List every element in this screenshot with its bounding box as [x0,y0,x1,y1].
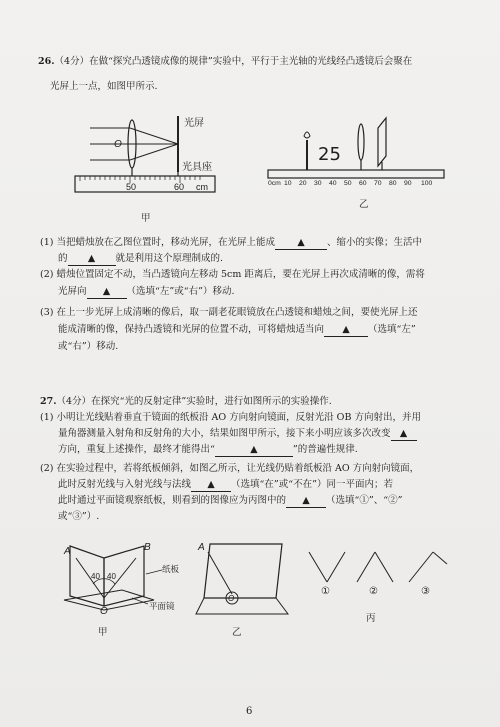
point-O-label: O [100,606,108,617]
point-B-label: B [144,542,151,553]
q27-item1-text-a: 量角器测量入射角和反射角的大小，结果如图甲所示，接下来小明应该多次改变 [58,428,391,439]
screen-label: 光屏 [184,118,204,129]
q26-item1-text-b: 、缩小的实像；生活中 [326,237,422,248]
q26-item2-line1: (2) 蜡烛位置固定不动，当凸透镜向左移动 5cm 距离后，要在光屏上再次成清晰的像，需将 [40,269,425,280]
q26-fig-jia-caption: 甲 [141,213,151,224]
scale-10: 10 [284,180,292,187]
q26-number: 26. [38,56,55,67]
q27-item2-line2 [58,478,393,492]
q26-item3-blank[interactable]: ▲ [324,323,368,337]
scale-60: 60 [359,180,367,187]
scale-0: 0cm [268,180,281,187]
q27-item2-text-c: 此时通过平面镜观察纸板，则看到的图像应为丙图中的 [58,495,287,506]
q26-item2-blank[interactable]: ▲ [87,285,127,299]
scale-70: 70 [374,180,382,187]
q26-item3-line2 [58,323,416,337]
scale-20: 20 [299,180,307,187]
q27-intro [40,395,332,408]
q26-item1-text-c: 的 [58,253,68,264]
scale-90: 90 [404,180,412,187]
q26-item1-blank[interactable]: ▲ [275,236,327,250]
q26-item2-line2 [58,285,234,299]
q27-item1-blank2[interactable]: ▲ [215,443,293,457]
board-label: 纸板 [162,564,180,574]
point-O-label-yi: O [228,594,235,603]
handwritten-note: 25 [318,144,341,165]
point-A-label-yi: A [198,542,205,553]
tick-50: 50 [126,182,137,192]
q27-item1-line2 [58,427,417,441]
tick-60: 60 [174,182,185,192]
q26-item1-blank2[interactable]: ▲ [68,252,116,266]
q26-figure-yi [266,112,446,192]
bench-label: 光具座 [182,162,212,173]
q27-item2-text-d: （选填“①”、“②” [326,495,403,506]
q27-item2-line1: (2) 在实验过程中，若将纸板倾斜，如图乙所示，让光线仍贴着纸板沿 AO 方向射向镜面， [40,463,420,474]
q26-fig-yi-caption: 乙 [359,199,369,210]
bench-scale [268,180,446,190]
q27-item1-line1: (1) 小明让光线贴着垂直于镜面的纸板沿 AO 方向射向镜面，反射光沿 OB 方向射出，并用 [40,412,421,423]
option-1-label: ① [321,586,330,597]
scale-80: 80 [389,180,397,187]
option-3-label: ③ [421,586,430,597]
scale-50: 50 [344,180,352,187]
q27-item1-text-c: ”的普遍性规律. [292,444,358,455]
page-number: 6 [246,706,253,717]
tick-cm: cm [196,182,208,192]
q26-item3-line1: (3) 在上一步光屏上成清晰的像后，取一副老花眼镜放在凸透镜和蜡烛之间，要使光屏上还 [40,307,418,318]
options-diagram [305,548,455,608]
q27-intro-text: （4分）在探究“光的反射定律”实验时，进行如图所示的实验操作. [56,396,332,407]
q26-item1-text-a: (1) 当把蜡烛放在乙图位置时，移动光屏，在光屏上能成 [40,237,275,248]
q27-figure-jia [62,540,182,622]
q27-item1-line3 [58,443,358,457]
lens-center-label: O [114,139,122,150]
q27-item2-blank2[interactable]: ▲ [286,494,326,508]
q27-item2-text-a: 此时反射光线与入射光线与法线 [58,479,192,490]
q26-item2-text-b: （选填“左”或“右”）移动. [126,286,235,297]
scale-40: 40 [329,180,337,187]
q27-fig-bing-caption: 丙 [366,613,376,624]
angle-reflected: 40 [107,572,116,581]
q27-fig-yi-caption: 乙 [232,627,242,638]
q27-item1-blank[interactable]: ▲ [391,427,417,441]
q27-fig-jia-caption: 甲 [98,627,108,638]
q26-item3-text-b: （选填“左” [368,324,416,335]
scale-30: 30 [314,180,322,187]
q26-item1-line2 [58,252,223,266]
q26-item3-line3: 或“右”）移动. [58,341,119,352]
point-A-label: A [64,546,71,557]
q27-item2-blank[interactable]: ▲ [191,478,231,492]
q27-item2-text-b: （选填“在”或“不在”）同一平面内；若 [231,479,393,490]
q26-intro-line1 [38,55,412,68]
angle-incident: 40 [91,572,100,581]
q26-figure-jia [70,108,220,208]
q27-item2-line3 [58,494,402,508]
q26-item1-line1 [40,236,422,250]
scale-100: 100 [421,180,433,187]
q27-item1-text-b: 方向，重复上述操作，最终才能得出“ [58,444,215,455]
q26-item3-text-a: 能成清晰的像，保持凸透镜和光屏的位置不动，可将蜡烛适当向 [58,324,325,335]
option-2-label: ② [369,586,378,597]
q26-item2-text-a: 光屏向 [58,286,87,297]
q27-number: 27. [40,396,57,407]
q26-item1-text-d: 就是利用这个原理制成的. [115,253,224,264]
tilted-board-diagram [192,540,292,620]
q26-intro-text: （4分）在做“探究凸透镜成像的规律”实验中，平行于主光轴的光线经凸透镜后会聚在 [54,56,413,67]
q26-intro-line2: 光屏上一点，如图甲所示. [50,81,158,92]
q27-figure-yi [192,540,292,620]
mirror-label: 平面镜 [149,601,175,611]
q27-item2-line4: 或“③”）. [58,511,100,522]
q27-figure-bing [305,548,455,608]
